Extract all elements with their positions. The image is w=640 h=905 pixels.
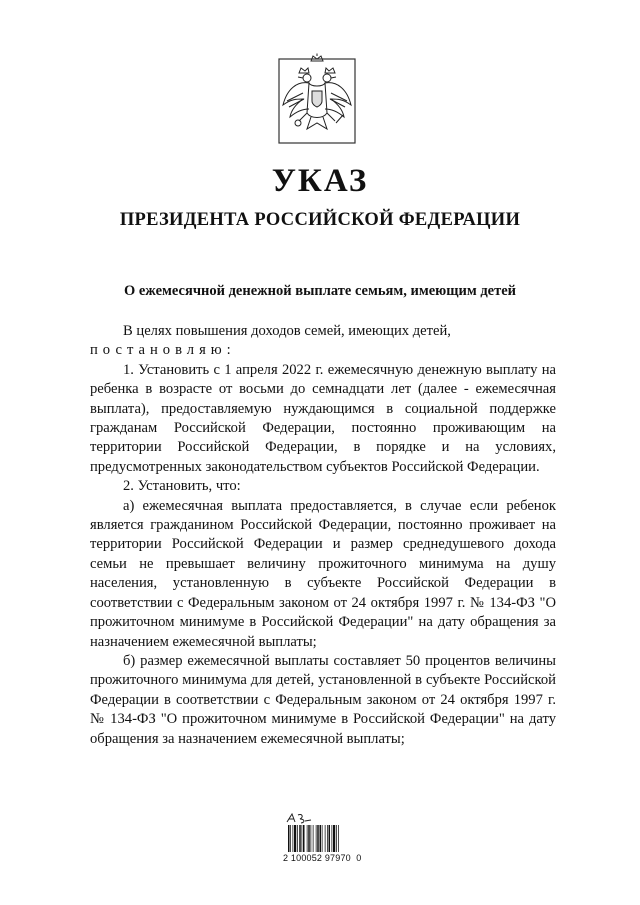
document-subtitle: ПРЕЗИДЕНТА РОССИЙСКОЙ ФЕДЕРАЦИИ [119, 210, 521, 230]
item-2a-paragraph: а) ежемесячная выплата предоставляется, в случае если ребенок является гражданином Российской Федерации, постоянно проживает на территории Российской Федерации и размер среднедушевого дохода семьи не превышает величину прожиточного минимума на душу населения, установленную в субъекте Российской Федерации в соответствии с Федеральным законом от 24 октября 1997 г. № 134-ФЗ "О прожиточном минимуме в Российской Федерации" на дату обращения за назначением ежемесячной выплаты; [90, 497, 556, 650]
document-title: УКАЗ [271, 163, 369, 199]
handwritten-initials [286, 812, 312, 824]
decree-word: постановляю: [90, 342, 236, 359]
decree-heading: О ежемесячной денежной выплате семьям, имеющим детей [123, 283, 517, 299]
item-2b-paragraph: б) размер ежемесячной выплаты составляет 50 процентов величины прожиточного минимума для детей, установленной в субъекте Российской Федерации в соответствии с Федеральным законом от 24 октября 1997 г. № 134-ФЗ "О прожиточном минимуме в Российской Федерации" на дату обращения за назначением ежемесячной выплаты; [90, 652, 556, 747]
item-2-paragraph: 2. Установить, что: [123, 478, 241, 495]
decree-word-paragraph [90, 341, 556, 360]
preamble-paragraph [90, 322, 556, 341]
decree-body [90, 322, 556, 749]
russian-coat-of-arms-icon [277, 53, 357, 145]
item-1-paragraph: 1. Установить с 1 апреля 2022 г. ежемесячную денежную выплату на ребенка в возрасте от восьми до семнадцати лет (далее - ежемесячная выплата), предоставляемую нуждающимся в социальной поддержке гражданам Российской Федерации, постоянно проживающим на территории Российской Федерации, в порядке и на условиях, предусмотренных законодательством субъектов Российской Федерации. [90, 361, 556, 475]
preamble-text: В целях повышения доходов семей, имеющих детей, [123, 323, 451, 339]
barcode-icon [288, 825, 355, 852]
barcode-number: 2 100052 97970 0 [283, 853, 362, 863]
